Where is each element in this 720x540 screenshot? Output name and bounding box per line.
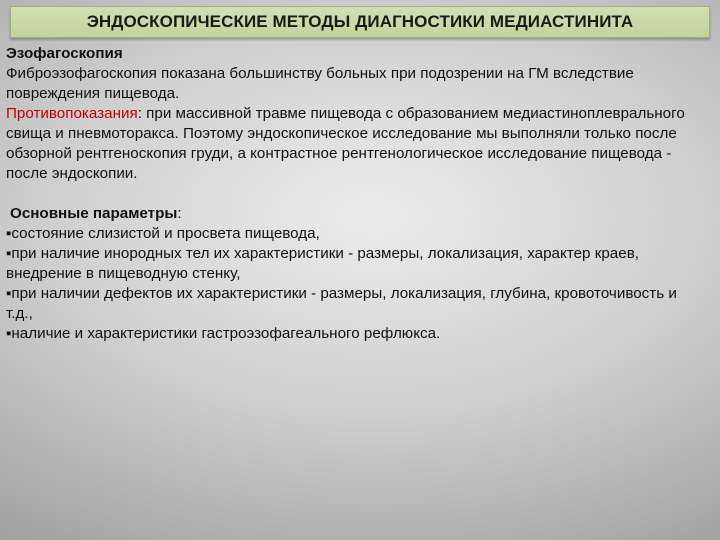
list-item: ▪при наличие инородных тел их характеристики - размеры, локализация, характер краев, внедрение в пищеводную стенку,: [6, 245, 639, 282]
parameters-heading-colon: :: [177, 205, 182, 222]
section-parameters: [6, 204, 706, 224]
section-endoscopy: [6, 44, 706, 184]
title-bar: [10, 6, 710, 38]
list-item: ▪наличие и характеристики гастроэзофагеального рефлюкса.: [6, 325, 441, 342]
contraindications-text: : при массивной травме пищевода с образованием медиастиноплеврального свища и пневмоторакса. Поэтому эндоскопическое исследование мы выполняли только после обзорной рентгеноскопия груди, а контрастное рентгенологическое исследование пищевода - после эндоскопии.: [6, 105, 685, 182]
indication-text: Фиброэзофагоскопия показана большинству больных при подозрении на ГМ вследствие повреждения пищевода.: [6, 65, 634, 102]
parameters-heading: Основные параметры: [10, 205, 178, 222]
list-item: ▪при наличии дефектов их характеристики - размеры, локализация, глубина, кровоточивость и т.д.,: [6, 285, 677, 322]
slide-title: ЭНДОСКОПИЧЕСКИЕ МЕТОДЫ ДИАГНОСТИКИ МЕДИАСТИНИТА: [86, 12, 634, 31]
slide-content: [6, 44, 706, 344]
list-item: ▪состояние слизистой и просвета пищевода,: [6, 225, 320, 242]
section-heading: Эзофагоскопия: [6, 45, 123, 62]
contraindications-label: Противопоказания: [6, 105, 138, 122]
